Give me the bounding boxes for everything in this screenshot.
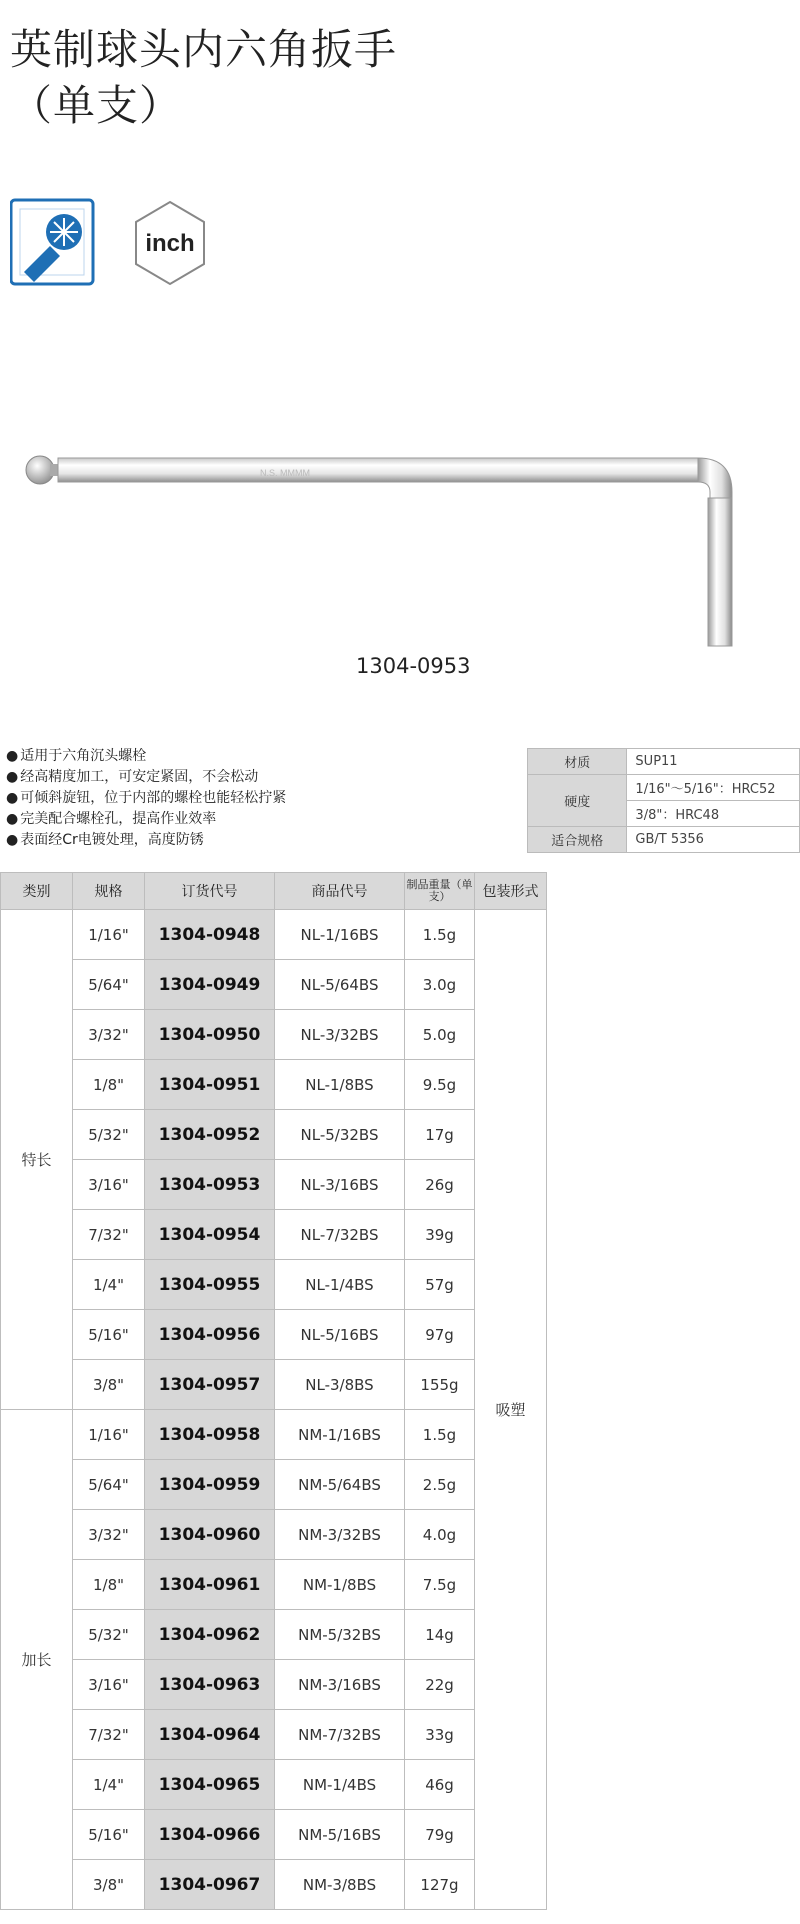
cell-size: 3/16"	[73, 1160, 145, 1210]
ball-end-hex-icon	[11, 200, 93, 284]
title-line-2: （单支）	[10, 81, 183, 130]
cell-product-code: NM-5/16BS	[275, 1810, 405, 1860]
cell-weight: 97g	[405, 1310, 475, 1360]
table-row	[1, 1760, 547, 1810]
table-row	[1, 1510, 547, 1560]
cell-order-code: 1304-0965	[145, 1760, 275, 1810]
cell-product-code: NM-5/64BS	[275, 1460, 405, 1510]
category-extra-long: 特长	[1, 910, 73, 1410]
inch-badge	[136, 202, 204, 284]
header-category: 类别	[1, 873, 73, 910]
table-row	[1, 1660, 547, 1710]
cell-size: 1/16"	[73, 1410, 145, 1460]
cell-order-code: 1304-0956	[145, 1310, 275, 1360]
standard-label: 适合规格	[528, 827, 627, 853]
cell-size: 3/32"	[73, 1010, 145, 1060]
cell-order-code: 1304-0967	[145, 1860, 275, 1910]
cell-size: 1/8"	[73, 1060, 145, 1110]
header-weight: 制品重量（单支）	[405, 873, 475, 910]
cell-order-code: 1304-0960	[145, 1510, 275, 1560]
cell-product-code: NL-3/32BS	[275, 1010, 405, 1060]
cell-product-code: NM-3/32BS	[275, 1510, 405, 1560]
cell-order-code: 1304-0962	[145, 1610, 275, 1660]
feature-list	[6, 746, 286, 851]
table-row	[1, 1260, 547, 1310]
cell-order-code: 1304-0957	[145, 1360, 275, 1410]
cell-product-code: NM-5/32BS	[275, 1610, 405, 1660]
feature-item: ● 适用于六角沉头螺栓	[6, 746, 286, 767]
header-packaging: 包装形式	[475, 873, 547, 910]
feature-item: ● 可倾斜旋钮，位于内部的螺栓也能轻松拧紧	[6, 788, 286, 809]
cell-weight: 2.5g	[405, 1460, 475, 1510]
cell-order-code: 1304-0949	[145, 960, 275, 1010]
svg-text:N.S. MMMM: N.S. MMMM	[260, 468, 310, 478]
cell-product-code: NM-1/8BS	[275, 1560, 405, 1610]
cell-order-code: 1304-0963	[145, 1660, 275, 1710]
table-body	[1, 910, 547, 1910]
product-model-label: 1304-0953	[356, 654, 471, 678]
page-title	[10, 22, 397, 134]
inch-label: inch	[145, 230, 195, 257]
table-row	[1, 910, 547, 960]
cell-order-code: 1304-0966	[145, 1810, 275, 1860]
cell-weight: 5.0g	[405, 1010, 475, 1060]
cell-product-code: NM-7/32BS	[275, 1710, 405, 1760]
cell-weight: 14g	[405, 1610, 475, 1660]
cell-order-code: 1304-0959	[145, 1460, 275, 1510]
cell-weight: 7.5g	[405, 1560, 475, 1610]
material-label: 材质	[528, 749, 627, 775]
hardness-label: 硬度	[528, 775, 627, 827]
table-row	[1, 1710, 547, 1760]
cell-product-code: NL-5/32BS	[275, 1110, 405, 1160]
header-size: 规格	[73, 873, 145, 910]
cell-size: 3/16"	[73, 1660, 145, 1710]
cell-order-code: 1304-0953	[145, 1160, 275, 1210]
cell-order-code: 1304-0951	[145, 1060, 275, 1110]
standard-value: GB/T 5356	[627, 827, 800, 853]
cell-product-code: NL-1/4BS	[275, 1260, 405, 1310]
hardness-value-2: 3/8"：HRC48	[627, 801, 800, 827]
cell-weight: 46g	[405, 1760, 475, 1810]
cell-product-code: NM-3/8BS	[275, 1860, 405, 1910]
cell-weight: 79g	[405, 1810, 475, 1860]
cell-weight: 33g	[405, 1710, 475, 1760]
cell-size: 5/32"	[73, 1110, 145, 1160]
cell-size: 5/32"	[73, 1610, 145, 1660]
table-row	[1, 1010, 547, 1060]
cell-product-code: NL-3/16BS	[275, 1160, 405, 1210]
cell-product-code: NM-1/4BS	[275, 1760, 405, 1810]
cell-size: 3/8"	[73, 1360, 145, 1410]
cell-weight: 127g	[405, 1860, 475, 1910]
material-value: SUP11	[627, 749, 800, 775]
cell-packaging: 吸塑	[475, 910, 547, 1910]
header-product-code: 商品代号	[275, 873, 405, 910]
cell-weight: 26g	[405, 1160, 475, 1210]
feature-item: ● 完美配合螺栓孔，提高作业效率	[6, 809, 286, 830]
cell-size: 1/8"	[73, 1560, 145, 1610]
cell-size: 1/4"	[73, 1760, 145, 1810]
cell-size: 5/16"	[73, 1310, 145, 1360]
cell-order-code: 1304-0961	[145, 1560, 275, 1610]
cell-product-code: NM-1/16BS	[275, 1410, 405, 1460]
cell-order-code: 1304-0958	[145, 1410, 275, 1460]
cell-weight: 39g	[405, 1210, 475, 1260]
cell-weight: 155g	[405, 1360, 475, 1410]
table-header-row	[1, 873, 547, 910]
cell-product-code: NL-7/32BS	[275, 1210, 405, 1260]
cell-order-code: 1304-0948	[145, 910, 275, 960]
table-row	[1, 960, 547, 1010]
ball-end-l-hex-key-icon	[20, 440, 760, 680]
cell-product-code: NM-3/16BS	[275, 1660, 405, 1710]
cell-product-code: NL-3/8BS	[275, 1360, 405, 1410]
table-row	[1, 1460, 547, 1510]
category-long: 加长	[1, 1410, 73, 1910]
badge-icons	[10, 198, 210, 288]
table-row	[1, 1310, 547, 1360]
cell-weight: 57g	[405, 1260, 475, 1310]
cell-size: 3/32"	[73, 1510, 145, 1560]
cell-order-code: 1304-0964	[145, 1710, 275, 1760]
header-order-code: 订货代号	[145, 873, 275, 910]
table-row	[1, 1560, 547, 1610]
table-row	[1, 1160, 547, 1210]
product-table	[0, 872, 547, 1910]
cell-product-code: NL-1/16BS	[275, 910, 405, 960]
cell-size: 7/32"	[73, 1210, 145, 1260]
cell-size: 3/8"	[73, 1860, 145, 1910]
table-row	[1, 1360, 547, 1410]
cell-weight: 17g	[405, 1110, 475, 1160]
cell-size: 5/16"	[73, 1810, 145, 1860]
cell-order-code: 1304-0954	[145, 1210, 275, 1260]
cell-size: 1/16"	[73, 910, 145, 960]
table-row	[1, 1610, 547, 1660]
table-row	[1, 1060, 547, 1110]
feature-item: ● 经高精度加工，可安定紧固，不会松动	[6, 767, 286, 788]
cell-size: 5/64"	[73, 1460, 145, 1510]
cell-size: 7/32"	[73, 1710, 145, 1760]
title-line-1: 英制球头内六角扳手	[10, 25, 398, 74]
cell-weight: 22g	[405, 1660, 475, 1710]
table-row	[1, 1810, 547, 1860]
cell-order-code: 1304-0950	[145, 1010, 275, 1060]
table-row	[1, 1210, 547, 1260]
cell-product-code: NL-5/64BS	[275, 960, 405, 1010]
cell-size: 5/64"	[73, 960, 145, 1010]
cell-order-code: 1304-0955	[145, 1260, 275, 1310]
cell-product-code: NL-1/8BS	[275, 1060, 405, 1110]
cell-weight: 1.5g	[405, 1410, 475, 1460]
cell-order-code: 1304-0952	[145, 1110, 275, 1160]
table-row	[1, 1860, 547, 1910]
feature-item: ● 表面经Cr电镀处理，高度防锈	[6, 830, 286, 851]
table-row	[1, 1110, 547, 1160]
cell-weight: 3.0g	[405, 960, 475, 1010]
cell-weight: 9.5g	[405, 1060, 475, 1110]
cell-size: 1/4"	[73, 1260, 145, 1310]
cell-weight: 1.5g	[405, 910, 475, 960]
spec-table	[527, 748, 800, 853]
cell-weight: 4.0g	[405, 1510, 475, 1560]
cell-product-code: NL-5/16BS	[275, 1310, 405, 1360]
table-row	[1, 1410, 547, 1460]
hardness-value-1: 1/16"～5/16"：HRC52	[627, 775, 800, 801]
